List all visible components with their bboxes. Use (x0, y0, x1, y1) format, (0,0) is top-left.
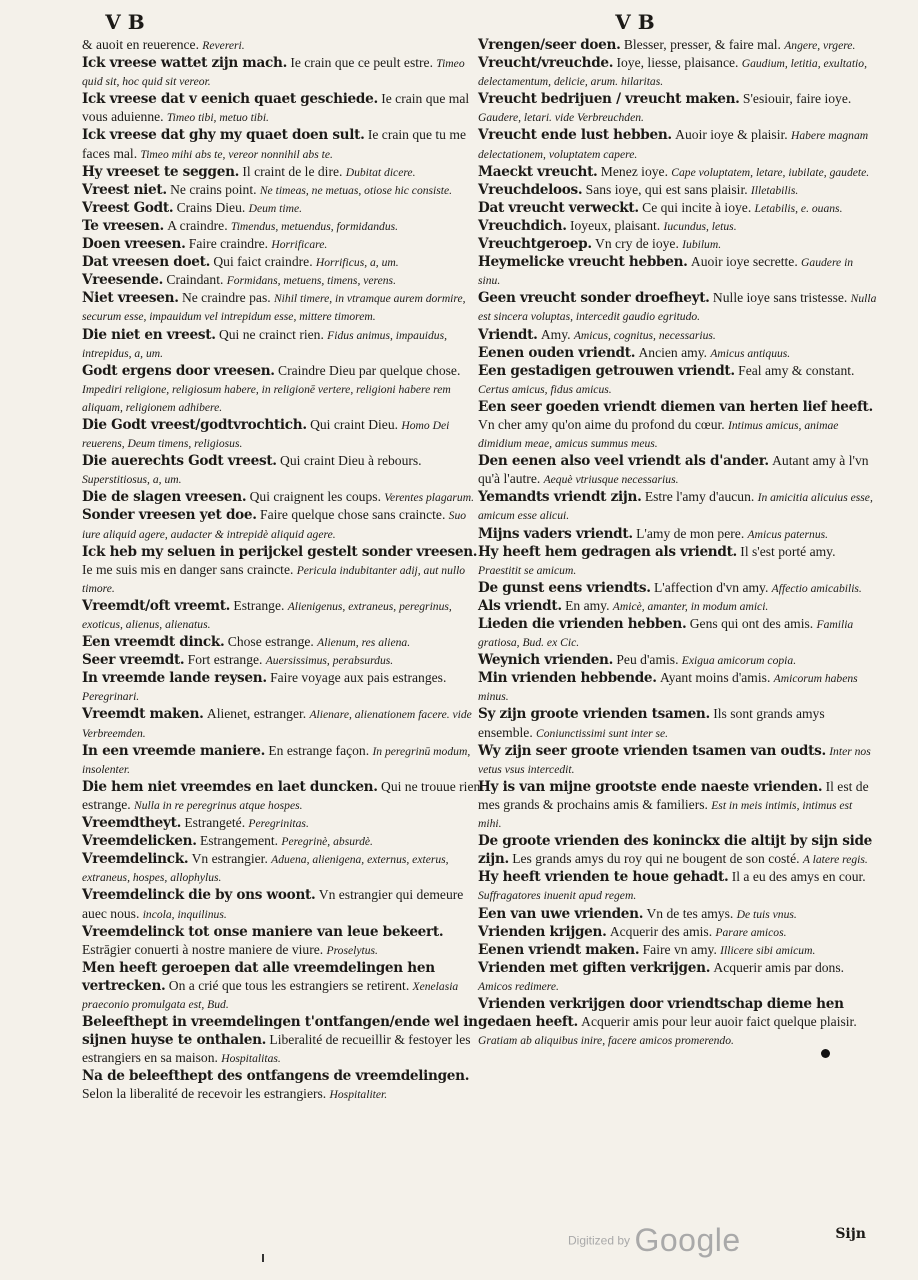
catchword: Sijn (835, 1226, 866, 1242)
headword: Vriendt. (478, 326, 538, 343)
dictionary-entry (82, 90, 482, 126)
headword: Een van uwe vrienden. (478, 905, 644, 922)
latin-gloss: Angere, vrgere. (784, 39, 856, 52)
dictionary-entry (478, 525, 878, 543)
dictionary-entry (478, 90, 878, 126)
dictionary-entry (478, 579, 878, 597)
latin-gloss: Amicus antiquus. (710, 346, 791, 360)
headword: Min vrienden hebbende. (478, 670, 657, 687)
latin-gloss: Inter nos vetus vsus intercedit. (478, 744, 871, 776)
french-gloss: Estrāgier conuerti à nostre maniere de viure. (82, 941, 324, 957)
french-gloss: Qui faict craindre. (213, 254, 313, 270)
french-gloss: L'amy de mon pere. (636, 525, 745, 541)
dictionary-entry (478, 398, 878, 452)
french-gloss: Acquerir amis pour leur auoir faict quelque plaisir. (581, 1014, 857, 1030)
dictionary-entry (82, 1013, 482, 1067)
french-gloss: Faire vn amy. (642, 941, 717, 957)
latin-gloss: Alienigenus, extraneus, peregrinus, exoticus, alienus, alienatus. (82, 599, 452, 631)
latin-gloss: Hospitaliter. (329, 1088, 388, 1102)
latin-gloss: Horrificus, a, um. (315, 256, 399, 270)
dictionary-entry (82, 597, 482, 633)
right-running-head: V B (615, 10, 655, 34)
dictionary-entry (478, 778, 878, 832)
latin-gloss: Praestitit se amicum. (478, 563, 577, 577)
latin-gloss: Ne timeas, ne metuas, otiose hic consiste. (259, 183, 453, 197)
latin-gloss: Aduena, alienigena, externus, exterus, extraneus, hospes, allophylus. (82, 853, 449, 885)
latin-gloss: Nihil timere, in vtramque aurem dormire, securum esse, impauidum vel intrepidum esse, mittere timorem. (82, 292, 466, 324)
latin-gloss: Gaudere, letari. vide Verbreuchden. (478, 111, 644, 125)
dictionary-entry (478, 199, 878, 217)
headword: Lieden die vrienden hebben. (478, 616, 687, 632)
french-gloss: A craindre. (167, 217, 228, 233)
french-gloss: Faire craindre. (188, 236, 269, 252)
latin-gloss: Illicere sibi amicum. (720, 943, 816, 957)
dictionary-entry (82, 669, 482, 705)
headword: Doen vreesen. (82, 236, 186, 253)
dictionary-entry (478, 126, 878, 162)
page-mark (262, 1254, 264, 1262)
headword: Die auerechts Godt vreest. (82, 453, 277, 470)
dictionary-entry (478, 995, 878, 1049)
headword: Wy zijn seer groote vrienden tsamen van oudts. (478, 742, 826, 759)
latin-gloss: Superstitiosus, a, um. (82, 473, 182, 487)
latin-gloss: Impediri religione, religiosum habere, in religionē vertere, religioni habere rem aliquam, religionem adhibere. (82, 382, 451, 414)
dictionary-entry (478, 344, 878, 362)
headword: Die Godt vreest/godtvrochtich. (82, 416, 307, 433)
dictionary-entry (82, 163, 482, 181)
latin-gloss: Auersissimus, perabsurdus. (265, 654, 394, 668)
headword: Die de slagen vreesen. (82, 489, 247, 506)
french-gloss: Les grands amys du roy qui ne bougent de son costé. (512, 851, 800, 867)
headword: Sonder vreesen yet doe. (82, 507, 257, 524)
french-gloss: En estrange façon. (268, 742, 370, 758)
latin-gloss: Parare amicos. (715, 925, 787, 939)
right-column (478, 36, 878, 1049)
french-gloss: Amy. (540, 326, 571, 342)
latin-gloss: Aequè vtriusque necessarius. (543, 473, 679, 487)
dictionary-entry (478, 181, 878, 199)
latin-gloss: Suffragatores inuenit apud regem. (478, 889, 637, 903)
latin-gloss: Cape voluptatem, letare, iubilate, gaudete. (671, 165, 870, 179)
headword: Maeckt vreucht. (478, 163, 598, 180)
headword: Vreemdelinck. (82, 851, 189, 868)
latin-gloss: Gaudium, letitia, exultatio, delectamentum, delicie, arum. hilaritas. (478, 57, 867, 89)
headword: Eenen ouden vriendt. (478, 344, 636, 361)
headword: Ick vreese wattet zijn mach. (82, 55, 288, 72)
dictionary-entry (82, 832, 482, 850)
dictionary-entry (82, 54, 482, 90)
headword: Yemandts vriendt zijn. (478, 489, 642, 506)
dictionary-entry (82, 633, 482, 651)
latin-gloss: Horrificare. (271, 238, 328, 252)
headword: Een gestadigen getrouwen vriendt. (478, 362, 735, 379)
headword: Een vreemdt dinck. (82, 634, 225, 651)
french-gloss: Estre l'amy d'aucun. (644, 489, 755, 505)
latin-gloss: Xenelasia praeconio promulgata est, Bud. (82, 979, 459, 1011)
latin-gloss: Amicorum habens minus. (478, 672, 858, 704)
latin-gloss: Illetabilis. (750, 183, 799, 197)
french-gloss: Sans ioye, qui est sans plaisir. (585, 181, 748, 197)
french-gloss: Gens qui ont des amis. (689, 616, 814, 631)
french-gloss: Ayant moins d'amis. (660, 670, 771, 686)
french-gloss: L'affection d'vn amy. (654, 579, 769, 595)
dictionary-entry (478, 941, 878, 959)
french-gloss: Qui ne trouue rien estrange. (82, 778, 481, 812)
dictionary-entry (478, 217, 878, 235)
dictionary-entry (82, 543, 482, 597)
latin-gloss: Amicus, cognitus, necessarius. (573, 328, 716, 342)
latin-gloss: Amicos redimere. (478, 979, 559, 993)
french-gloss: Liberalité de recueillir & festoyer les estrangiers en sa maison. (82, 1032, 471, 1066)
dictionary-entry (82, 126, 482, 162)
dictionary-entry (478, 326, 878, 344)
dictionary-entry (82, 36, 482, 54)
latin-gloss: Gratiam ab aliquibus inire, facere amicos promerendo. (478, 1034, 734, 1048)
latin-gloss: A latere regis. (802, 853, 868, 867)
dictionary-entry (478, 235, 878, 253)
dictionary-entry (478, 362, 878, 398)
dictionary-entry (478, 669, 878, 705)
headword: Dat vreucht verweckt. (478, 199, 639, 216)
french-gloss: Feal amy & constant. (738, 362, 855, 378)
latin-gloss: Peregrinè, absurdè. (281, 835, 373, 849)
french-gloss: Peu d'amis. (616, 652, 679, 668)
latin-gloss: Timeo mihi abs te, vereor nonnihil abs te. (140, 147, 333, 161)
dictionary-entry (82, 452, 482, 488)
latin-gloss: Amicus paternus. (747, 527, 829, 541)
latin-gloss: Nulla est sincera voluptas, intercedit gaudio egritudo. (478, 292, 877, 324)
french-gloss: Nulle ioye sans tristesse. (712, 290, 848, 306)
french-gloss: Ie me suis mis en danger sans craincte. (82, 561, 294, 577)
dictionary-entry (82, 217, 482, 235)
headword: Ick vreese dat ghy my quaet doen sult. (82, 127, 365, 144)
headword: Ick heb my seluen in perijckel gestelt sonder vreesen. (82, 543, 478, 560)
headword: Vrienden verkrijgen door vriendtschap dieme hen gedaen heeft. (478, 995, 844, 1031)
latin-gloss: In amicitia alicuius esse, amicum esse alicui. (478, 491, 873, 523)
french-gloss: Il est de mes grands & prochains amis & familiers. (478, 778, 869, 812)
ink-blot (821, 1049, 830, 1058)
french-gloss: Faire voyage aux pais estranges. (270, 670, 447, 686)
latin-gloss: Alienare, alienationem facere. vide Verbreemden. (82, 708, 472, 740)
latin-gloss: Deum time. (248, 201, 303, 215)
latin-gloss: Hospitalitas. (221, 1052, 281, 1066)
french-gloss: Qui craint Dieu à rebours. (280, 453, 422, 469)
headword: Geen vreucht sonder droefheyt. (478, 290, 710, 307)
headword: Vreemdelinck tot onse maniere van leue bekeert. (82, 923, 444, 940)
latin-gloss: Familia gratiosa, Bud. ex Cic. (478, 618, 854, 650)
dictionary-entry (82, 886, 482, 922)
latin-gloss: Peregrinitas. (248, 817, 309, 831)
headword: Ick vreese dat v eenich quaet geschiede. (82, 91, 378, 108)
headword: Vreucht ende lust hebben. (478, 127, 672, 144)
google-logo: Google (634, 1222, 741, 1258)
headword: Vreemdelicken. (82, 833, 197, 850)
french-gloss: Chose estrange. (227, 634, 314, 650)
dictionary-entry (478, 705, 878, 741)
french-gloss: Qui ne crainct rien. (218, 326, 324, 342)
french-gloss: Qui craint Dieu. (310, 416, 399, 432)
dictionary-entry (478, 923, 878, 941)
french-gloss: Blesser, presser, & faire mal. (623, 37, 781, 52)
latin-gloss: Fidus animus, impauidus, intrepidus, a, um. (82, 328, 447, 360)
french-gloss: En amy. (565, 597, 610, 613)
french-gloss: Ie crain que ce peult estre. (290, 55, 433, 71)
dictionary-entry (478, 868, 878, 904)
french-gloss: Vn cry de ioye. (595, 236, 679, 252)
dictionary-entry (478, 543, 878, 579)
french-gloss: Auoir ioye secrette. (690, 254, 798, 270)
latin-gloss: Amicè, amanter, in modum amici. (612, 599, 769, 613)
french-gloss: Il craint de le dire. (242, 163, 343, 179)
latin-gloss: Timeo tibi, metuo tibi. (166, 111, 269, 125)
latin-gloss: Proselytus. (326, 943, 378, 957)
french-gloss: Acquerir des amis. (609, 923, 713, 939)
dictionary-entry (478, 742, 878, 778)
headword: Vreuchtgeroep. (478, 236, 592, 253)
dictionary-entry (82, 199, 482, 217)
french-gloss: Estrangeté. (184, 815, 246, 831)
french-gloss: On a crié que tous les estrangiers se retirent. (168, 977, 410, 993)
latin-gloss: Affectio amicabilis. (771, 581, 862, 595)
latin-gloss: Formidans, metuens, timens, verens. (226, 274, 396, 288)
digitized-watermark (568, 1222, 741, 1259)
french-gloss: Auoir ioye & plaisir. (675, 127, 788, 143)
headword: Vreucht bedrijuen / vreucht maken. (478, 91, 740, 108)
headword: Vreuchdich. (478, 217, 567, 234)
french-gloss: Qui craignent les coups. (249, 489, 381, 505)
dictionary-entry (82, 362, 482, 416)
dictionary-entry (82, 959, 482, 1013)
left-column (82, 36, 482, 1104)
headword: De gunst eens vriendts. (478, 579, 651, 596)
dictionary-entry (478, 832, 878, 868)
latin-gloss: Revereri. (202, 39, 245, 52)
french-gloss: Faire quelque chose sans craincte. (260, 507, 446, 523)
french-gloss: Ioyeux, plaisant. (569, 217, 661, 233)
french-gloss: Ioye, liesse, plaisance. (616, 55, 739, 71)
dictionary-entry (82, 742, 482, 778)
latin-gloss: Intimus amicus, animae dimidium meae, amicus summus meus. (478, 418, 839, 451)
headword: Die niet en vreest. (82, 326, 216, 343)
dictionary-entry (478, 289, 878, 325)
headword: Hy vreeset te seggen. (82, 163, 240, 180)
headword: Vrengen/seer doen. (478, 37, 621, 53)
headword: Godt ergens door vreesen. (82, 362, 275, 379)
dictionary-entry (82, 271, 482, 289)
french-gloss: Craindant. (166, 272, 224, 288)
latin-gloss: Alienum, res aliena. (317, 636, 411, 650)
headword: Vrienden met giften verkrijgen. (478, 959, 711, 976)
latin-gloss: Gaudere in sinu. (478, 256, 854, 288)
dictionary-entry (82, 923, 482, 959)
dictionary-entry (82, 850, 482, 886)
latin-gloss: Suo iure aliquid agere, audacter & intrepidè aliquid agere. (82, 509, 467, 541)
french-gloss: Ancien amy. (638, 344, 708, 360)
latin-gloss: Nulla in re peregrinus atque hospes. (133, 798, 303, 812)
headword: Beleefthept in vreemdelingen t'ontfangen/ende wel in sijnen huyse te onthalen. (82, 1014, 478, 1049)
dictionary-entry (82, 1067, 482, 1103)
headword: Weynich vrienden. (478, 652, 614, 669)
dictionary-entry (478, 253, 878, 289)
dictionary-entry (478, 452, 878, 488)
latin-gloss: Letabilis, e. ouans. (754, 201, 843, 215)
french-gloss: Ie crain que tu me faces mal. (82, 127, 466, 161)
french-gloss: Vn de tes amys. (646, 905, 734, 921)
french-gloss: Fort estrange. (187, 652, 263, 668)
french-gloss: Estrange. (233, 597, 285, 613)
watermark-small: Digitized by (568, 1233, 631, 1248)
dictionary-entry (82, 289, 482, 325)
latin-gloss: Habere magnam delectationem, voluptatem capere. (478, 129, 869, 161)
french-gloss: Alienet, estranger. (206, 706, 307, 722)
french-gloss: Selon la liberalité de recevoir les estrangiers. (82, 1086, 327, 1102)
latin-gloss: Exigua amicorum copia. (681, 654, 797, 668)
french-gloss: Craindre Dieu par quelque chose. (278, 362, 461, 378)
french-gloss: Menez ioye. (600, 163, 668, 179)
french-gloss: Acquerir amis par dons. (713, 959, 845, 975)
french-gloss: Vn estrangier. (191, 851, 268, 867)
dictionary-entry (82, 705, 482, 741)
latin-gloss: Peregrinari. (82, 690, 140, 704)
headword: Men heeft geroepen dat alle vreemdelingen hen vertrecken. (82, 959, 435, 994)
latin-gloss: Timeo quid sit, hoc quid sit vereor. (82, 57, 465, 89)
headword: In vreemde lande reysen. (82, 670, 267, 687)
french-gloss: Il s'est porté amy. (740, 543, 836, 559)
dictionary-entry (82, 253, 482, 271)
french-gloss: Ils sont grands amys ensemble. (478, 706, 825, 740)
headword: In een vreemde maniere. (82, 742, 266, 759)
headword: Niet vreesen. (82, 290, 179, 307)
french-gloss: Vn cher amy qu'on aime du profond du cœur. (478, 416, 725, 432)
dictionary-entry (82, 506, 482, 542)
headword: Vreemdt/oft vreemt. (82, 597, 231, 614)
left-running-head: V B (105, 10, 145, 34)
dictionary-entry (478, 36, 878, 54)
dictionary-entry (82, 326, 482, 362)
headword: Na de beleefthept des ontfangens de vreemdelingen. (82, 1068, 470, 1085)
headword: Dat vreesen doet. (82, 254, 211, 271)
headword: Vreuchdeloos. (478, 181, 583, 198)
headword: Vreemdtheyt. (82, 815, 182, 832)
headword: Een seer goeden vriendt diemen van herten lief heeft. (478, 398, 873, 415)
headword: Mijns vaders vriendt. (478, 525, 633, 542)
french-gloss: Ie crain que mal vous aduienne. (82, 91, 470, 125)
latin-gloss: Certus amicus, fidus amicus. (478, 382, 612, 396)
dictionary-entry (478, 905, 878, 923)
headword: Die hem niet vreemdes en laet duncken. (82, 778, 378, 795)
french-gloss: Il a eu des amys en cour. (731, 869, 866, 885)
dictionary-entry (478, 163, 878, 181)
latin-gloss: Verentes plagarum. (384, 491, 474, 505)
french-gloss: Crains Dieu. (176, 199, 246, 215)
dictionary-entry (82, 778, 482, 814)
dictionary-entry (478, 959, 878, 995)
dictionary-entry (82, 235, 482, 253)
headword: Eenen vriendt maken. (478, 941, 640, 958)
french-gloss: Vn estrangier qui demeure auec nous. (82, 887, 464, 921)
headword: Vreest niet. (82, 181, 167, 198)
latin-gloss: Est in meis intimis, intimus est mihi. (478, 798, 853, 831)
latin-gloss: Coniunctissimi sunt inter se. (536, 726, 669, 740)
dictionary-entry (82, 416, 482, 452)
latin-gloss: Iubilum. (682, 238, 722, 252)
dictionary-entry (82, 814, 482, 832)
headword: Vrienden krijgen. (478, 923, 607, 940)
dictionary-entry (478, 597, 878, 615)
headword: Vreesende. (82, 272, 164, 289)
french-gloss: & auoit en reuerence. (82, 37, 199, 52)
latin-gloss: incola, inquilinus. (142, 907, 227, 921)
dictionary-entry (82, 651, 482, 669)
french-gloss: Ce qui incite à ioye. (642, 199, 752, 215)
french-gloss: S'esiouir, faire ioye. (742, 91, 852, 107)
headword: De groote vrienden des koninckx die altijt by sijn side zijn. (478, 833, 873, 868)
headword: Den eenen also veel vriendt als d'ander. (478, 453, 769, 470)
headword: Hy heeft vrienden te houe gehadt. (478, 869, 729, 886)
latin-gloss: Homo Dei reuerens, Deum timens, religiosus. (82, 418, 450, 451)
latin-gloss: Timendus, metuendus, formidandus. (230, 219, 399, 233)
dictionary-entry (82, 181, 482, 199)
headword: Vreemdt maken. (82, 706, 204, 723)
dictionary-entry (478, 54, 878, 90)
french-gloss: Ne craindre pas. (181, 290, 271, 306)
headword: Te vreesen. (82, 217, 164, 234)
headword: Sy zijn groote vrienden tsamen. (478, 706, 710, 723)
headword: Als vriendt. (478, 597, 562, 614)
headword: Heymelicke vreucht hebben. (478, 254, 688, 271)
latin-gloss: Pericula indubitanter adij, aut nullo timore. (82, 563, 466, 595)
headword: Seer vreemdt. (82, 652, 185, 669)
dictionary-entry (478, 615, 878, 651)
french-gloss: Autant amy à l'vn qu'à l'autre. (478, 453, 869, 487)
dictionary-entry (478, 651, 878, 669)
headword: Hy heeft hem gedragen als vriendt. (478, 543, 737, 560)
headword: Vreest Godt. (82, 199, 174, 216)
latin-gloss: De tuis vnus. (736, 907, 797, 921)
latin-gloss: Dubitat dicere. (345, 165, 416, 179)
latin-gloss: In peregrinū modum, insolenter. (82, 744, 471, 776)
dictionary-entry (82, 488, 482, 506)
headword: Vreucht/vreuchde. (478, 55, 614, 72)
latin-gloss: Iucundus, letus. (663, 219, 737, 233)
french-gloss: Estrangement. (199, 833, 279, 849)
headword: Vreemdelinck die by ons woont. (82, 887, 316, 904)
french-gloss: Ne crains point. (170, 181, 257, 197)
dictionary-entry (478, 488, 878, 524)
headword: Hy is van mijne grootste ende naeste vrienden. (478, 778, 823, 795)
